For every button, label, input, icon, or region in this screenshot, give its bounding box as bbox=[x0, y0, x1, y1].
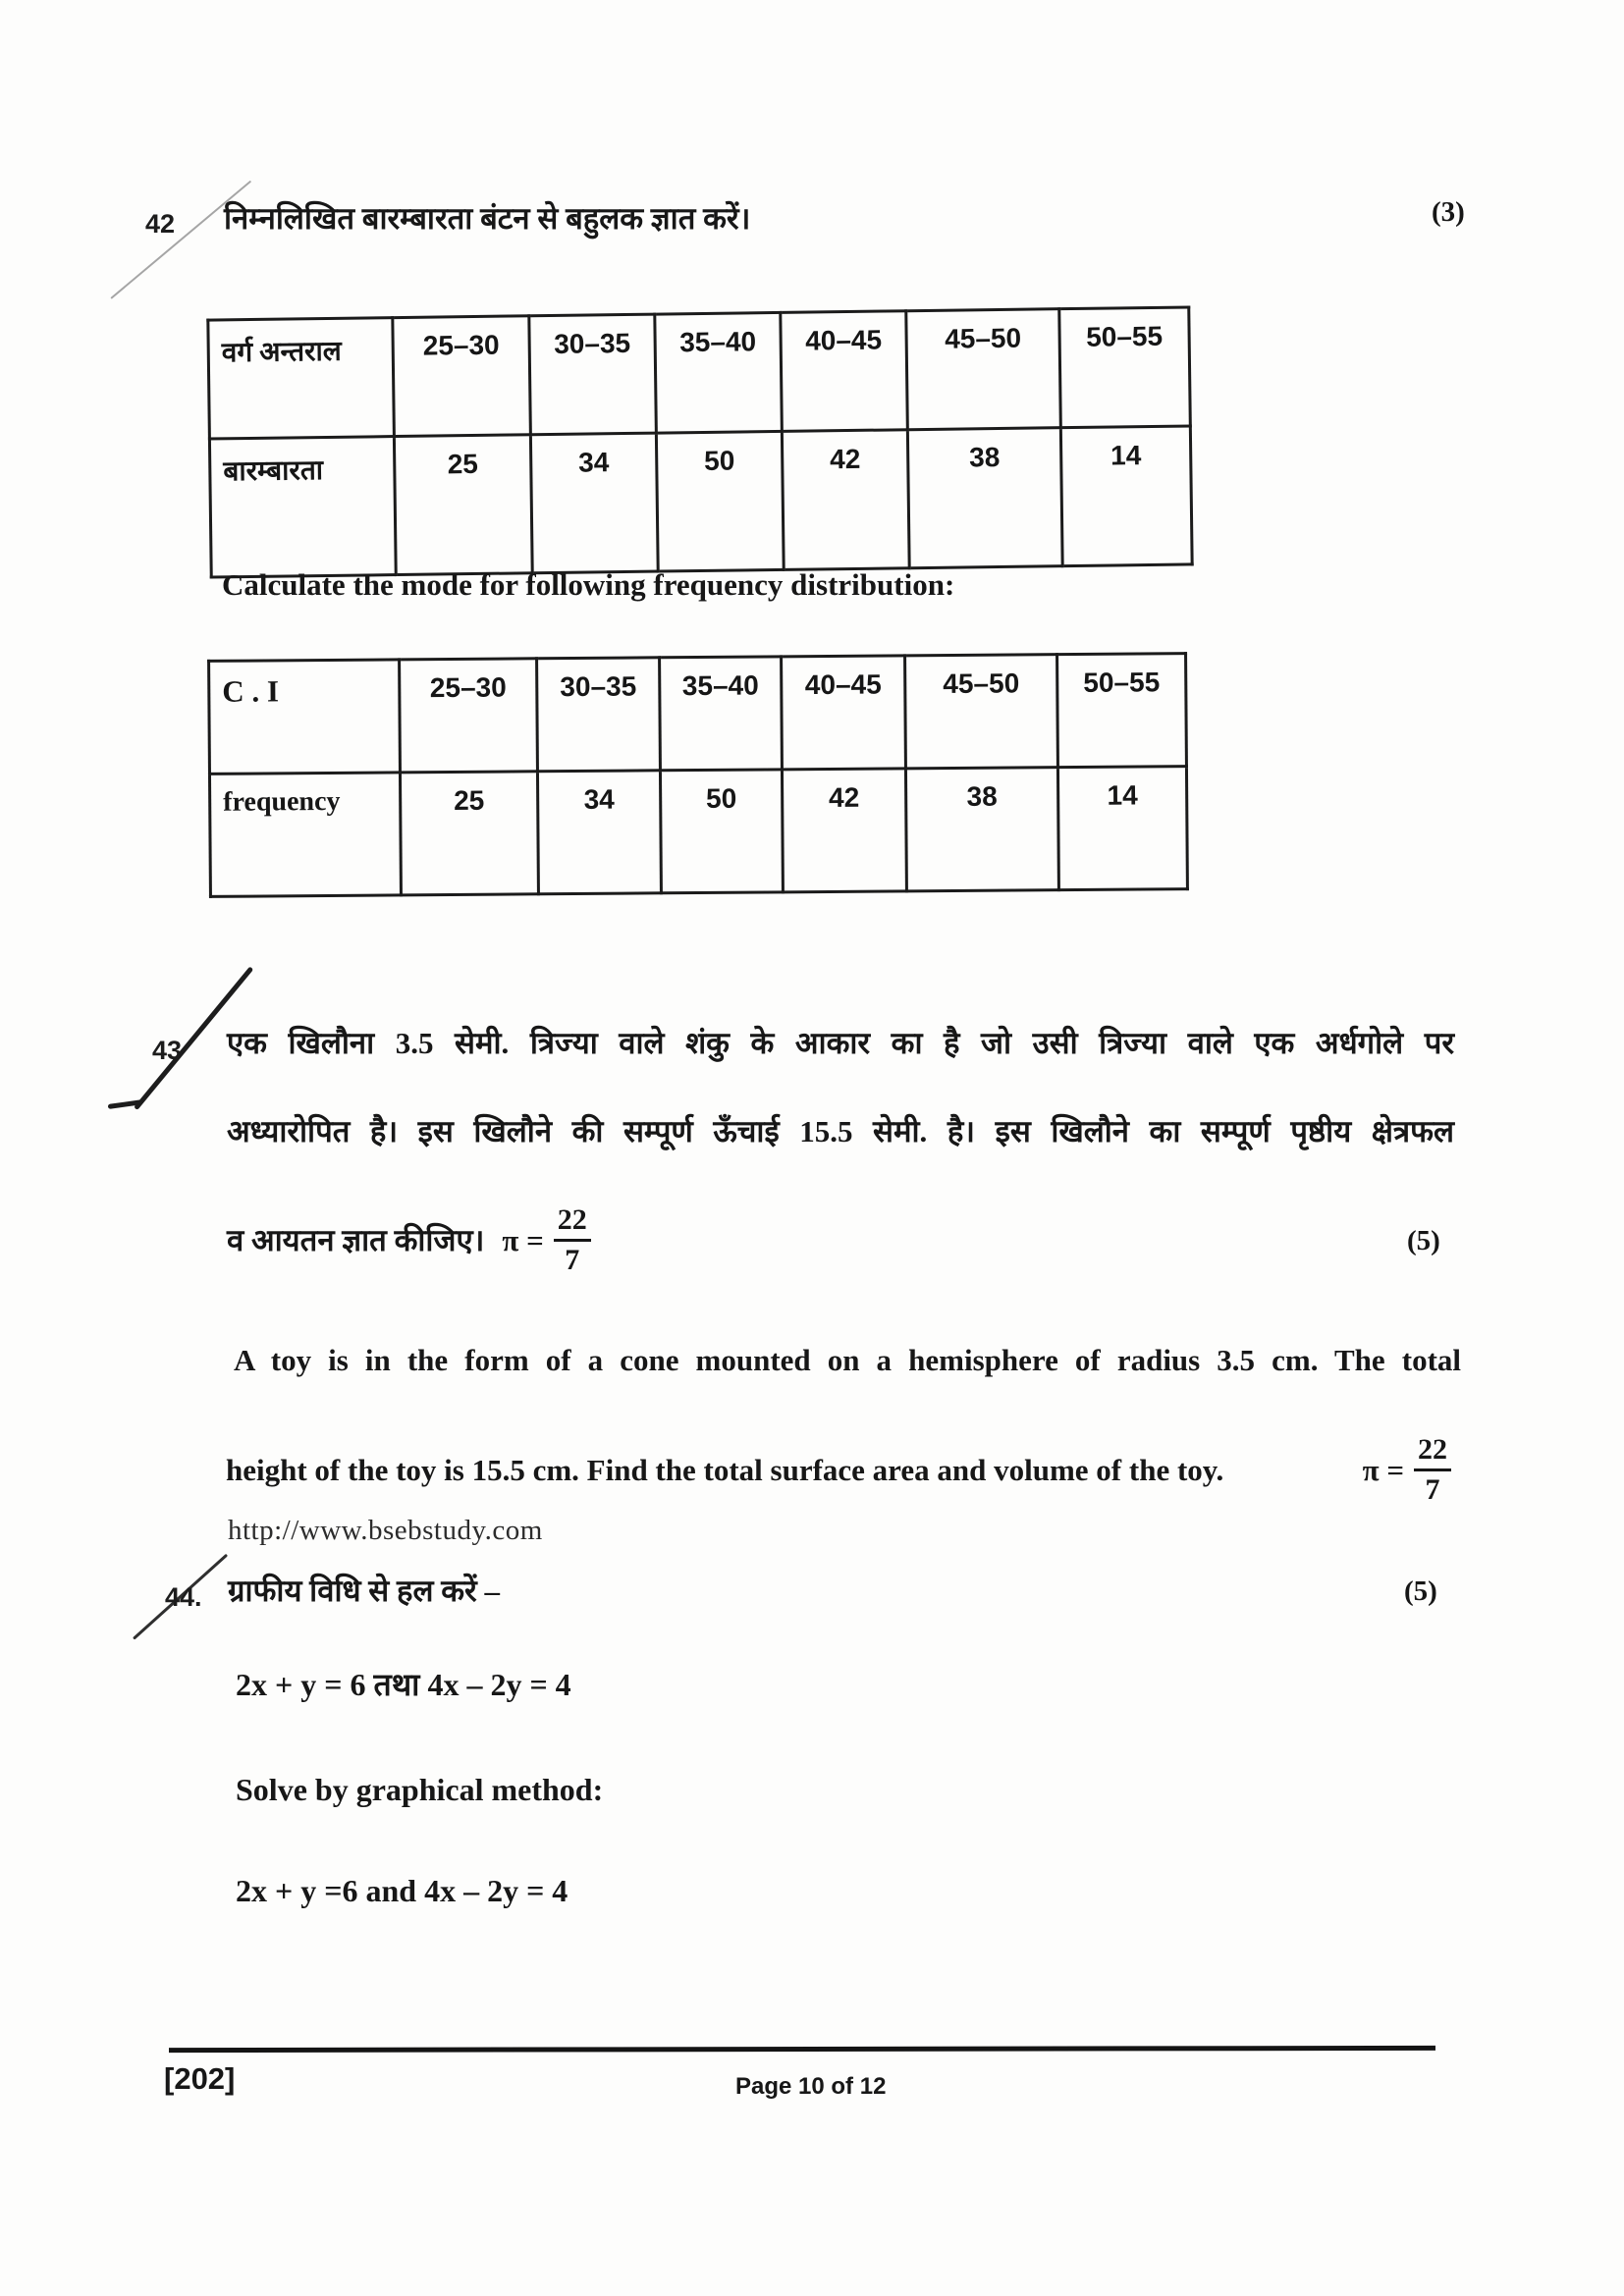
watermark-url: http://www.bsebstudy.com bbox=[228, 1515, 543, 1546]
pi-label: π = bbox=[502, 1222, 544, 1257]
pi-label: π = bbox=[1362, 1452, 1404, 1487]
question-42-prompt-english: Calculate the mode for following frequency distribution: bbox=[222, 567, 955, 602]
fraction-denominator: 7 bbox=[1425, 1473, 1440, 1506]
fraction-denominator: 7 bbox=[565, 1244, 580, 1276]
question-42-marks: (3) bbox=[1432, 196, 1465, 228]
table-cell: 30–35 bbox=[537, 658, 661, 772]
frequency-table-english bbox=[207, 652, 1189, 898]
question-43-hindi-line1: एक खिलौना 3.5 सेमी. त्रिज्या वाले शंकु के आकार का है जो उसी त्रिज्या वाले एक अर्धगोले पर bbox=[227, 1026, 1454, 1060]
table-header-frequency: बारम्बारता bbox=[209, 437, 396, 577]
question-44-equations-hindi: 2x + y = 6 तथा 4x – 2y = 4 bbox=[236, 1667, 571, 1702]
question-43-marks: (5) bbox=[1407, 1225, 1440, 1256]
question-43-hindi-line2: अध्यारोपित है। इस खिलौने की सम्पूर्ण ऊँचाई 15.5 सेमी. है। इस खिलौने का सम्पूर्ण पृष्ठीय क्षेत्रफल bbox=[227, 1114, 1454, 1148]
pi-fraction bbox=[1414, 1435, 1451, 1505]
table-cell: 38 bbox=[905, 768, 1058, 891]
question-43-hindi-line3 bbox=[227, 1205, 591, 1275]
pi-fraction bbox=[554, 1205, 591, 1275]
table-cell: 25 bbox=[394, 435, 532, 575]
question-44-number: 44. bbox=[165, 1582, 202, 1612]
table-cell: 50–55 bbox=[1057, 654, 1187, 768]
table-header-class-interval: वर्ग अन्तराल bbox=[208, 318, 395, 439]
question-44-marks: (5) bbox=[1404, 1575, 1437, 1607]
table-cell: 40–45 bbox=[782, 656, 906, 770]
table-cell: 34 bbox=[530, 433, 658, 573]
table-cell: 25–30 bbox=[400, 659, 538, 773]
table-row bbox=[209, 426, 1192, 577]
table-cell: 45–50 bbox=[905, 655, 1058, 769]
table-cell: 50–55 bbox=[1059, 307, 1191, 428]
table-cell: 45–50 bbox=[906, 309, 1061, 430]
fraction-numerator: 22 bbox=[554, 1205, 591, 1242]
question-43-english-line2 bbox=[226, 1435, 1451, 1505]
table-row bbox=[209, 654, 1187, 774]
pi-value bbox=[502, 1205, 590, 1275]
question-43-hindi-line3-text: व आयतन ज्ञात कीजिए। bbox=[227, 1222, 485, 1257]
table-header-class-interval: C . I bbox=[209, 660, 401, 774]
footer-paper-code: [202] bbox=[164, 2061, 236, 2096]
question-44-prompt-english: Solve by graphical method: bbox=[236, 1772, 604, 1807]
footer-page-indicator: Page 10 of 12 bbox=[735, 2073, 887, 2100]
table-cell: 30–35 bbox=[529, 314, 657, 435]
table-cell: 35–40 bbox=[660, 657, 783, 771]
table-cell: 50 bbox=[656, 431, 784, 571]
table-cell: 42 bbox=[782, 769, 906, 892]
table-cell: 34 bbox=[537, 771, 661, 894]
table-header-frequency: frequency bbox=[209, 773, 401, 897]
table-cell: 50 bbox=[660, 770, 783, 893]
table-cell: 42 bbox=[782, 430, 909, 570]
table-cell: 25 bbox=[400, 772, 538, 895]
table-cell: 35–40 bbox=[655, 312, 783, 433]
table-cell: 14 bbox=[1060, 426, 1192, 566]
question-42-number: 42 bbox=[145, 209, 176, 239]
table-cell: 25–30 bbox=[393, 316, 531, 437]
fraction-numerator: 22 bbox=[1414, 1435, 1451, 1471]
table-cell: 14 bbox=[1057, 767, 1187, 890]
question-43-english-line1: A toy is in the form of a cone mounted on a hemisphere of radius 3.5 cm. The total bbox=[234, 1343, 1461, 1377]
question-44-prompt-hindi: ग्राफीय विधि से हल करें – bbox=[228, 1574, 500, 1608]
question-44-equations-english: 2x + y =6 and 4x – 2y = 4 bbox=[236, 1873, 568, 1908]
question-42-prompt-hindi: निम्नलिखित बारम्बारता बंटन से बहुलक ज्ञात करें। bbox=[224, 201, 751, 236]
table-cell: 40–45 bbox=[781, 311, 908, 432]
footer-rule bbox=[169, 2046, 1435, 2053]
table-cell: 38 bbox=[907, 428, 1062, 568]
question-43-english-line2-text: height of the toy is 15.5 cm. Find the total surface area and volume of the toy. bbox=[226, 1452, 1224, 1487]
table-row bbox=[209, 767, 1187, 897]
frequency-table-hindi bbox=[206, 305, 1193, 578]
pi-value bbox=[1363, 1435, 1451, 1505]
question-43-number: 43 bbox=[152, 1036, 183, 1065]
table-row bbox=[208, 307, 1190, 439]
